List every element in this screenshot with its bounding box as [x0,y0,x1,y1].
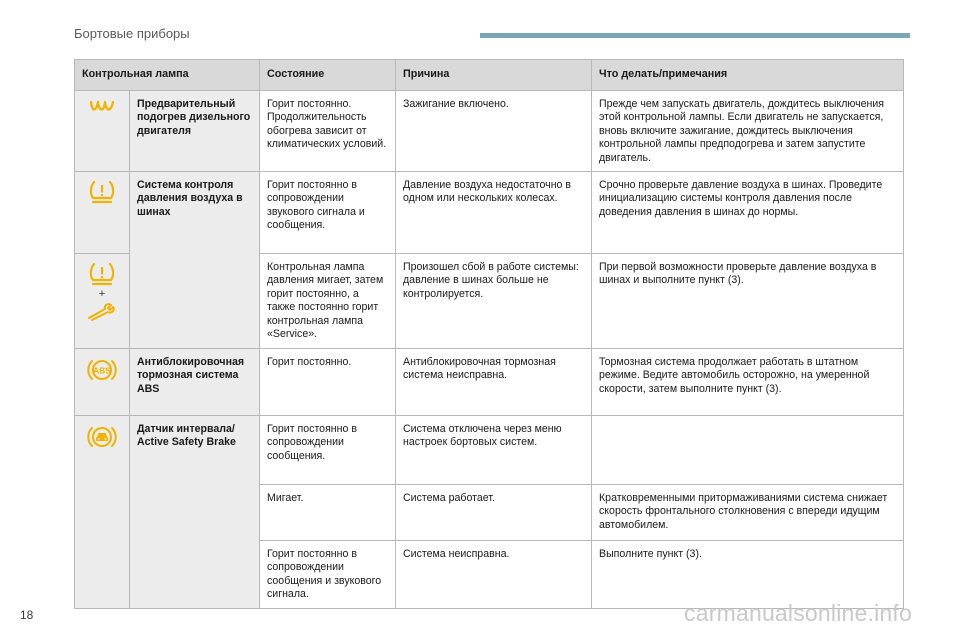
table-row [75,349,904,416]
action-cell: Кратковременными притормаживаниями система снижает скорость фронтального столкновения с впереди идущим автомобилем. [592,485,904,541]
cause-cell: Произошел сбой в работе системы: давление в шинах больше не контролируется. [396,254,592,349]
tyre-pressure-icon [88,179,116,205]
warning-lamps-table [74,59,904,609]
lamp-name: Антиблокировочная тормозная система ABS [130,349,260,416]
state-cell: Горит постоянно в сопровождении сообщения и звукового сигнала. [260,541,396,609]
column-header-cause: Причина [396,60,592,91]
glow-plug-icon [88,98,116,118]
abs-icon [86,356,118,384]
action-cell: При первой возможности проверьте давление воздуха в шинах и выполните пункт (3). [592,254,904,349]
icon-cell [75,172,130,254]
table-header-row [75,60,904,91]
cause-cell: Система работает. [396,485,592,541]
table-row [75,416,904,485]
state-cell: Горит постоянно в сопровождении сообщения. [260,416,396,485]
page-number: 18 [20,608,34,622]
lamp-name: Система контроля давления воздуха в шинах [130,172,260,349]
tyre-pressure-icon [88,261,116,287]
cause-cell: Система неисправна. [396,541,592,609]
lamp-name: Датчик интервала/ Active Safety Brake [130,416,260,609]
icon-cell [75,349,130,416]
table-row [75,91,904,172]
cause-cell: Зажигание включено. [396,91,592,172]
active-safety-brake-icon [86,423,118,451]
plus-sign: + [98,288,106,301]
section-title: Бортовые приборы [74,26,190,41]
state-cell: Горит постоянно в сопровождении звукового сигнала и сообщения. [260,172,396,254]
header-accent-bar [480,33,910,38]
cause-cell: Антиблокировочная тормозная система неисправна. [396,349,592,416]
icon-cell [75,416,130,609]
action-cell: Срочно проверьте давление воздуха в шинах. Проведите инициализацию системы контроля давления после доведения давления в шинах до нормы. [592,172,904,254]
state-cell: Контрольная лампа давления мигает, затем горит постоянно, а также постоянно горит контрольная лампа «Service». [260,254,396,349]
column-header-lamp: Контрольная лампа [75,60,260,91]
icon-cell [75,91,130,172]
abs-icon-label: ABS [93,365,111,376]
watermark: carmanualsonline.info [684,600,912,626]
column-header-state: Состояние [260,60,396,91]
lamp-name: Предварительный подогрев дизельного двигателя [130,91,260,172]
action-cell: Прежде чем запускать двигатель, дождитесь выключения этой контрольной лампы. Если двигатель не запускается, вновь включите зажигание, дождитесь выключения контрольной лампы предподогрева и затем запустите двигатель. [592,91,904,172]
state-cell: Мигает. [260,485,396,541]
cause-cell: Система отключена через меню настроек бортовых систем. [396,416,592,485]
state-cell: Горит постоянно. Продолжительность обогрева зависит от климатических условий. [260,91,396,172]
table-row [75,172,904,254]
state-cell: Горит постоянно. [260,349,396,416]
cause-cell: Давление воздуха недостаточно в одном или нескольких колесах. [396,172,592,254]
icon-cell [75,254,130,349]
action-cell: Выполните пункт (3). [592,541,904,609]
column-header-action: Что делать/примечания [592,60,904,91]
action-cell [592,416,904,485]
action-cell: Тормозная система продолжает работать в штатном режиме. Ведите автомобиль осторожно, на умеренной скорости, затем выполните пункт (3). [592,349,904,416]
service-wrench-icon [86,303,118,321]
